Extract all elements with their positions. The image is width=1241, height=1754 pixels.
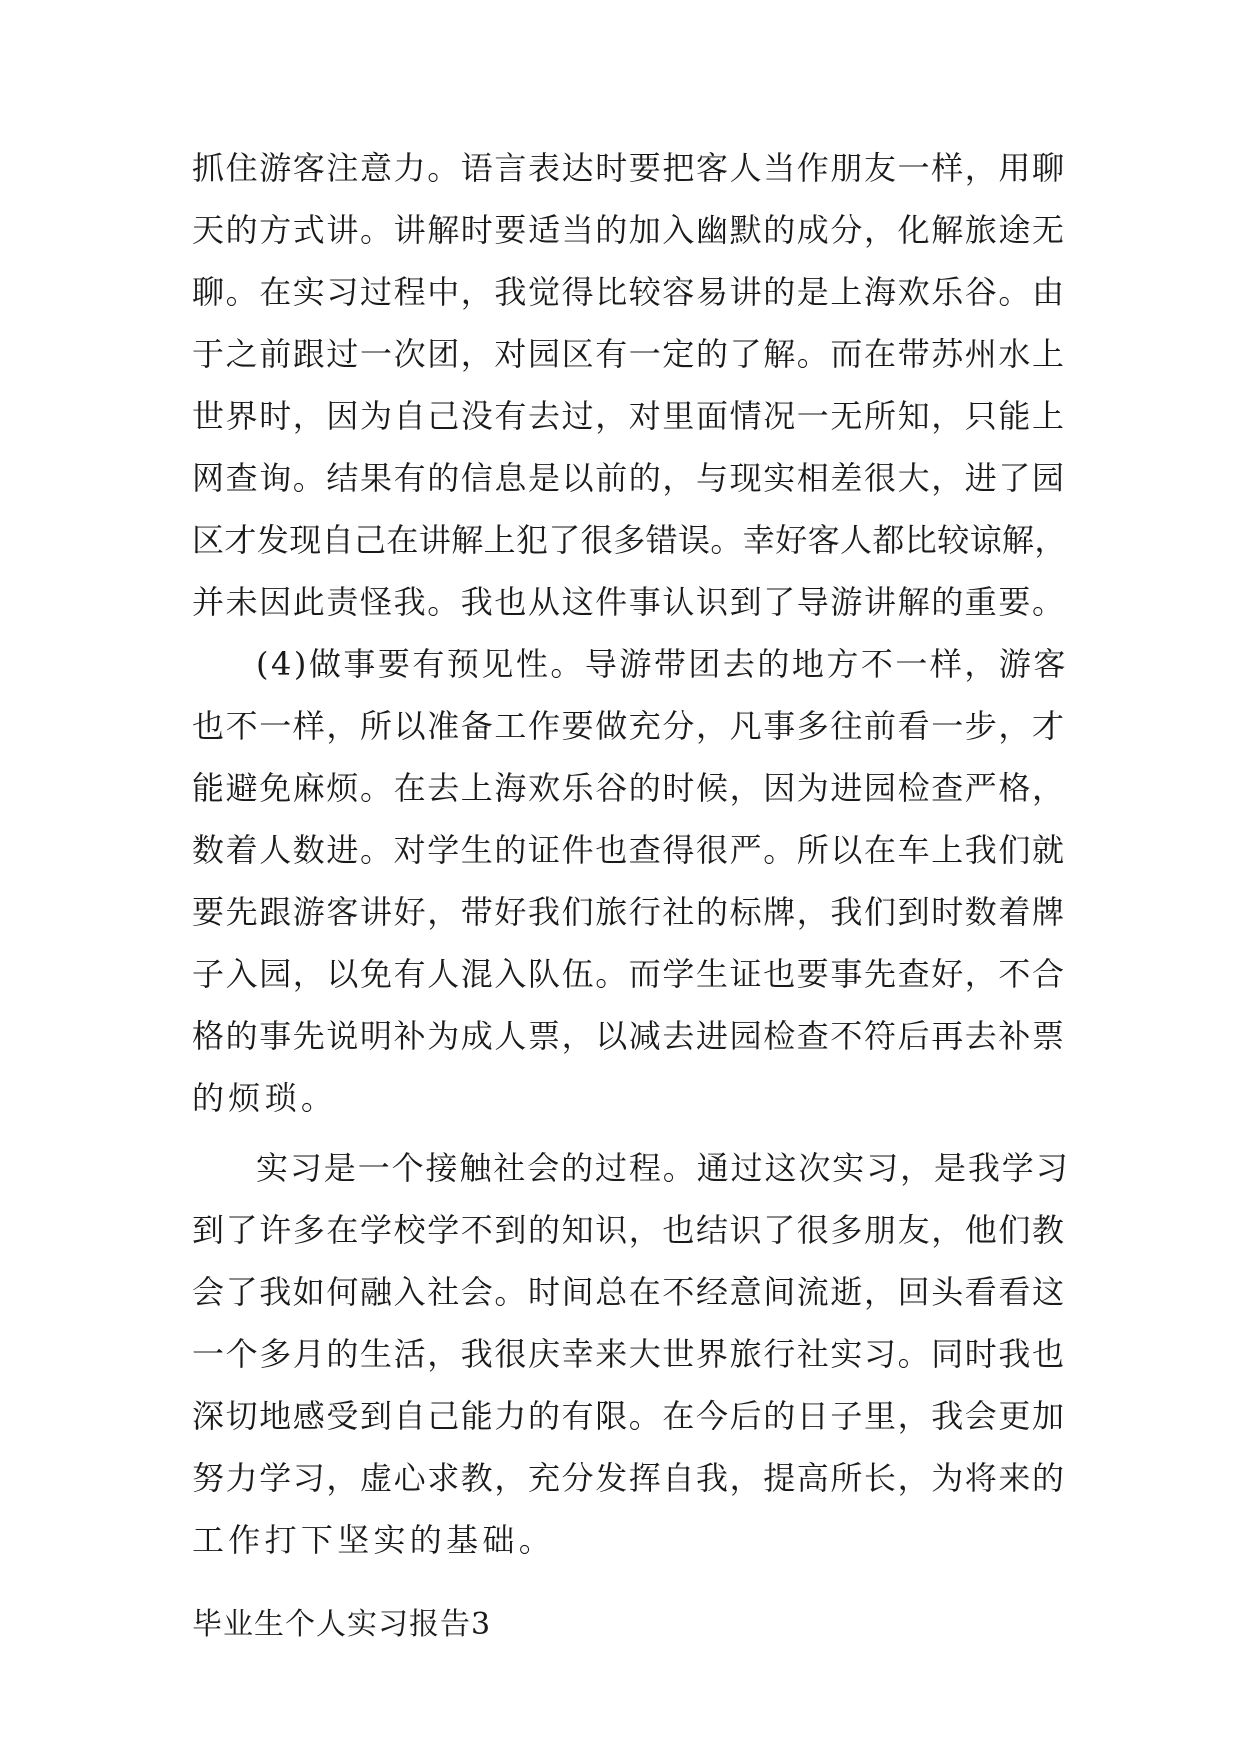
paragraph-1-line-4: 于之前跟过一次团，对园区有一定的了解。而在带苏州水上: [192, 335, 1066, 373]
paragraph-1-line-3: 聊。在实习过程中，我觉得比较容易讲的是上海欢乐谷。由: [192, 273, 1066, 311]
paragraph-2-line-2: 也不一样，所以准备工作要做充分，凡事多往前看一步，才: [192, 707, 1066, 745]
paragraph-2-line-7: 格的事先说明补为成人票，以减去进园检查不符后再去补票: [192, 1017, 1066, 1055]
paragraph-3-line-6: 努力学习，虚心求教，充分发挥自我，提高所长，为将来的: [192, 1459, 1066, 1497]
paragraph-1-line-1: 抓住游客注意力。语言表达时要把客人当作朋友一样，用聊: [192, 149, 1066, 187]
paragraph-3-line-1: 实习是一个接触社会的过程。通过这次实习，是我学习: [256, 1149, 1070, 1187]
paragraph-2-line-6: 子入园，以免有人混入队伍。而学生证也要事先查好，不合: [192, 955, 1066, 993]
paragraph-2-line-8: 的烦琐。: [192, 1079, 338, 1117]
paragraph-3-line-4: 一个多月的生活，我很庆幸来大世界旅行社实习。同时我也: [192, 1335, 1066, 1373]
paragraph-3-line-7: 工作打下坚实的基础。: [192, 1521, 556, 1559]
section-heading: 毕业生个人实习报告3: [192, 1607, 492, 1642]
paragraph-1-line-7: 区才发现自己在讲解上犯了很多错误。幸好客人都比较谅解，: [192, 521, 1067, 559]
paragraph-1-line-8: 并未因此责怪我。我也从这件事认识到了导游讲解的重要。: [192, 583, 1066, 621]
paragraph-1-line-6: 网查询。结果有的信息是以前的，与现实相差很大，进了园: [192, 459, 1066, 497]
paragraph-3-line-3: 会了我如何融入社会。时间总在不经意间流逝，回头看看这: [192, 1273, 1066, 1311]
paragraph-2-line-5: 要先跟游客讲好，带好我们旅行社的标牌，我们到时数着牌: [192, 893, 1066, 931]
paragraph-2-line-3: 能避免麻烦。在去上海欢乐谷的时候，因为进园检查严格，: [192, 769, 1066, 807]
paragraph-2-line-1: (4)做事要有预见性。导游带团去的地方不一样，游客: [256, 645, 1068, 683]
paragraph-3-line-5: 深切地感受到自己能力的有限。在今后的日子里，我会更加: [192, 1397, 1066, 1435]
paragraph-1-line-2: 天的方式讲。讲解时要适当的加入幽默的成分，化解旅途无: [192, 211, 1066, 249]
paragraph-1-line-5: 世界时，因为自己没有去过，对里面情况一无所知，只能上: [192, 397, 1066, 435]
paragraph-2-line-4: 数着人数进。对学生的证件也查得很严。所以在车上我们就: [192, 831, 1066, 869]
paragraph-3-line-2: 到了许多在学校学不到的知识，也结识了很多朋友，他们教: [192, 1211, 1066, 1249]
